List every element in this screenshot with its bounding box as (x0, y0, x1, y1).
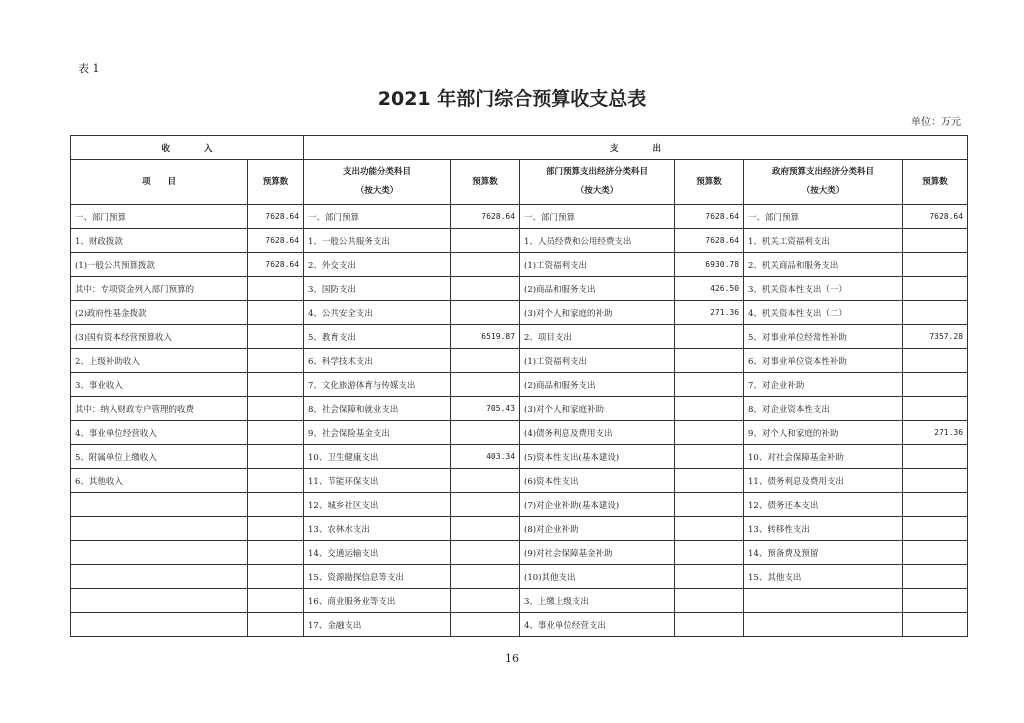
gov-amount (903, 493, 968, 517)
income-item (71, 613, 248, 637)
expense-header: 支 出 (304, 136, 968, 160)
func-amount: 6519.87 (451, 325, 520, 349)
dept-item: (3)对个人和家庭的补助 (520, 301, 675, 325)
gov-item: 12、债务还本支出 (744, 493, 903, 517)
income-amount (248, 589, 304, 613)
func-amount (451, 301, 520, 325)
table-row (71, 493, 968, 517)
gov-class-header (744, 160, 903, 205)
dept-amount: 7628.64 (675, 205, 744, 229)
income-item: 其中：纳入财政专户管理的收费 (71, 397, 248, 421)
dept-amount (675, 421, 744, 445)
table-row (71, 445, 968, 469)
dept-amount (675, 541, 744, 565)
dept-amount (675, 613, 744, 637)
gov-amount: 7628.64 (903, 205, 968, 229)
income-amount (248, 445, 304, 469)
income-item: (2)政府性基金拨款 (71, 301, 248, 325)
func-item: 15、资源勘探信息等支出 (304, 565, 451, 589)
func-item: 6、科学技术支出 (304, 349, 451, 373)
table-row (71, 301, 968, 325)
func-amount (451, 565, 520, 589)
func-item: 8、社会保障和就业支出 (304, 397, 451, 421)
dept-item: (1)工资福利支出 (520, 253, 675, 277)
dept-amount (675, 445, 744, 469)
income-item: 1、财政拨款 (71, 229, 248, 253)
income-amount (248, 301, 304, 325)
gov-item: 9、对个人和家庭的补助 (744, 421, 903, 445)
table-row (71, 349, 968, 373)
income-item: 6、其他收入 (71, 469, 248, 493)
dept-item: 4、事业单位经营支出 (520, 613, 675, 637)
func-amount (451, 349, 520, 373)
gov-amount (903, 517, 968, 541)
income-budget-header: 预算数 (248, 160, 304, 205)
func-amount (451, 253, 520, 277)
func-amount (451, 589, 520, 613)
table-row (71, 421, 968, 445)
gov-item: 一、部门预算 (744, 205, 903, 229)
dept-amount (675, 325, 744, 349)
income-item (71, 589, 248, 613)
income-amount (248, 469, 304, 493)
func-amount (451, 613, 520, 637)
income-item (71, 565, 248, 589)
func-amount: 705.43 (451, 397, 520, 421)
func-item: 14、交通运输支出 (304, 541, 451, 565)
gov-amount (903, 613, 968, 637)
dept-item: 1、人员经费和公用经费支出 (520, 229, 675, 253)
dept-budget-header: 预算数 (675, 160, 744, 205)
income-item (71, 493, 248, 517)
func-item: 12、城乡社区支出 (304, 493, 451, 517)
dept-class-header (520, 160, 675, 205)
income-amount: 7628.64 (248, 205, 304, 229)
income-amount (248, 565, 304, 589)
income-header: 收 入 (71, 136, 304, 160)
func-class-header-line2: （按大类） (355, 186, 399, 196)
income-item: 3、事业收入 (71, 373, 248, 397)
table-label: 表 1 (78, 62, 100, 75)
income-item (71, 517, 248, 541)
income-amount (248, 397, 304, 421)
func-amount (451, 277, 520, 301)
gov-amount (903, 445, 968, 469)
gov-item: 3、机关资本性支出（一） (744, 277, 903, 301)
dept-item: (10)其他支出 (520, 565, 675, 589)
gov-amount (903, 277, 968, 301)
table-row (71, 541, 968, 565)
func-item: 10、卫生健康支出 (304, 445, 451, 469)
dept-amount: 7628.64 (675, 229, 744, 253)
func-item: 17、金融支出 (304, 613, 451, 637)
func-class-header (304, 160, 451, 205)
dept-item: (4)债务利息及费用支出 (520, 421, 675, 445)
dept-item: 2、项目支出 (520, 325, 675, 349)
gov-item: 11、债务利息及费用支出 (744, 469, 903, 493)
gov-amount (903, 373, 968, 397)
func-amount (451, 373, 520, 397)
dept-amount (675, 589, 744, 613)
dept-item: (1)工资福利支出 (520, 349, 675, 373)
func-item: 16、商业服务业等支出 (304, 589, 451, 613)
table-row (71, 229, 968, 253)
func-budget-header: 预算数 (451, 160, 520, 205)
gov-amount: 7357.28 (903, 325, 968, 349)
gov-amount (903, 349, 968, 373)
income-amount (248, 493, 304, 517)
income-amount (248, 613, 304, 637)
table-row (71, 589, 968, 613)
gov-item: 1、机关工资福利支出 (744, 229, 903, 253)
func-class-header-line1: 支出功能分类科目 (343, 167, 412, 177)
dept-item: (7)对企业补助(基本建设) (520, 493, 675, 517)
table-row (71, 325, 968, 349)
func-item: 7、文化旅游体育与传媒支出 (304, 373, 451, 397)
table-row (71, 205, 968, 229)
table-row (71, 613, 968, 637)
income-amount (248, 373, 304, 397)
dept-amount (675, 373, 744, 397)
dept-amount (675, 397, 744, 421)
income-amount (248, 421, 304, 445)
income-item: 2、上级补助收入 (71, 349, 248, 373)
func-amount (451, 517, 520, 541)
table-row (71, 277, 968, 301)
dept-item: 3、上缴上级支出 (520, 589, 675, 613)
dept-amount (675, 349, 744, 373)
func-amount: 403.34 (451, 445, 520, 469)
func-item: 13、农林水支出 (304, 517, 451, 541)
gov-item: 8、对企业资本性支出 (744, 397, 903, 421)
gov-item: 5、对事业单位经常性补助 (744, 325, 903, 349)
gov-amount (903, 565, 968, 589)
dept-item: (5)资本性支出(基本建设) (520, 445, 675, 469)
gov-budget-header: 预算数 (903, 160, 968, 205)
func-item: 4、公共安全支出 (304, 301, 451, 325)
dept-class-header-line1: 部门预算支出经济分类科目 (546, 167, 649, 177)
gov-amount (903, 301, 968, 325)
func-amount: 7628.64 (451, 205, 520, 229)
income-item: 其中：专项资金列入部门预算的 (71, 277, 248, 301)
income-amount: 7628.64 (248, 229, 304, 253)
gov-amount: 271.36 (903, 421, 968, 445)
income-item: (1)一般公共预算拨款 (71, 253, 248, 277)
unit-label: 单位：万元 (911, 117, 961, 128)
income-amount (248, 349, 304, 373)
page-number: 16 (505, 652, 519, 665)
income-amount (248, 277, 304, 301)
func-amount (451, 469, 520, 493)
func-amount (451, 541, 520, 565)
dept-amount: 426.50 (675, 277, 744, 301)
table-row (71, 517, 968, 541)
income-item: 5、附属单位上缴收入 (71, 445, 248, 469)
func-item: 5、教育支出 (304, 325, 451, 349)
dept-item: (2)商品和服务支出 (520, 277, 675, 301)
gov-item: 7、对企业补助 (744, 373, 903, 397)
func-item: 9、社会保险基金支出 (304, 421, 451, 445)
income-item: 一、部门预算 (71, 205, 248, 229)
dept-amount: 6930.78 (675, 253, 744, 277)
income-item: 4、事业单位经营收入 (71, 421, 248, 445)
gov-item (744, 613, 903, 637)
gov-item: 2、机关商品和服务支出 (744, 253, 903, 277)
item-header: 项 目 (71, 160, 248, 205)
func-amount (451, 493, 520, 517)
gov-item: 15、其他支出 (744, 565, 903, 589)
dept-amount (675, 517, 744, 541)
func-item: 11、节能环保支出 (304, 469, 451, 493)
gov-amount (903, 541, 968, 565)
gov-class-header-line1: 政府预算支出经济分类科目 (772, 167, 875, 177)
dept-item: 一、部门预算 (520, 205, 675, 229)
income-item: (3)国有资本经营预算收入 (71, 325, 248, 349)
func-item: 一、部门预算 (304, 205, 451, 229)
gov-amount (903, 253, 968, 277)
gov-item: 4、机关资本性支出（二） (744, 301, 903, 325)
table-row (71, 397, 968, 421)
table-row (71, 253, 968, 277)
func-item: 2、外交支出 (304, 253, 451, 277)
income-amount (248, 325, 304, 349)
gov-amount (903, 469, 968, 493)
dept-item: (8)对企业补助 (520, 517, 675, 541)
dept-amount (675, 493, 744, 517)
income-amount (248, 541, 304, 565)
gov-item: 6、对事业单位资本性补助 (744, 349, 903, 373)
gov-item (744, 589, 903, 613)
income-amount (248, 517, 304, 541)
dept-item: (9)对社会保障基金补助 (520, 541, 675, 565)
dept-class-header-line2: （按大类） (575, 186, 619, 196)
dept-item: (2)商品和服务支出 (520, 373, 675, 397)
func-item: 3、国防支出 (304, 277, 451, 301)
gov-item: 14、预备费及预留 (744, 541, 903, 565)
table-row (71, 469, 968, 493)
gov-item: 13、转移性支出 (744, 517, 903, 541)
table-row (71, 373, 968, 397)
income-item (71, 541, 248, 565)
gov-amount (903, 589, 968, 613)
gov-item: 10、对社会保障基金补助 (744, 445, 903, 469)
document-title: 2021 年部门综合预算收支总表 (377, 88, 647, 110)
table-row (71, 565, 968, 589)
gov-amount (903, 397, 968, 421)
dept-amount (675, 469, 744, 493)
gov-amount (903, 229, 968, 253)
budget-table (70, 135, 968, 637)
dept-amount (675, 565, 744, 589)
func-amount (451, 229, 520, 253)
dept-item: (6)资本性支出 (520, 469, 675, 493)
func-amount (451, 421, 520, 445)
dept-amount: 271.36 (675, 301, 744, 325)
dept-item: (3)对个人和家庭补助 (520, 397, 675, 421)
func-item: 1、一般公共服务支出 (304, 229, 451, 253)
gov-class-header-line2: （按大类） (801, 186, 845, 196)
income-amount: 7628.64 (248, 253, 304, 277)
